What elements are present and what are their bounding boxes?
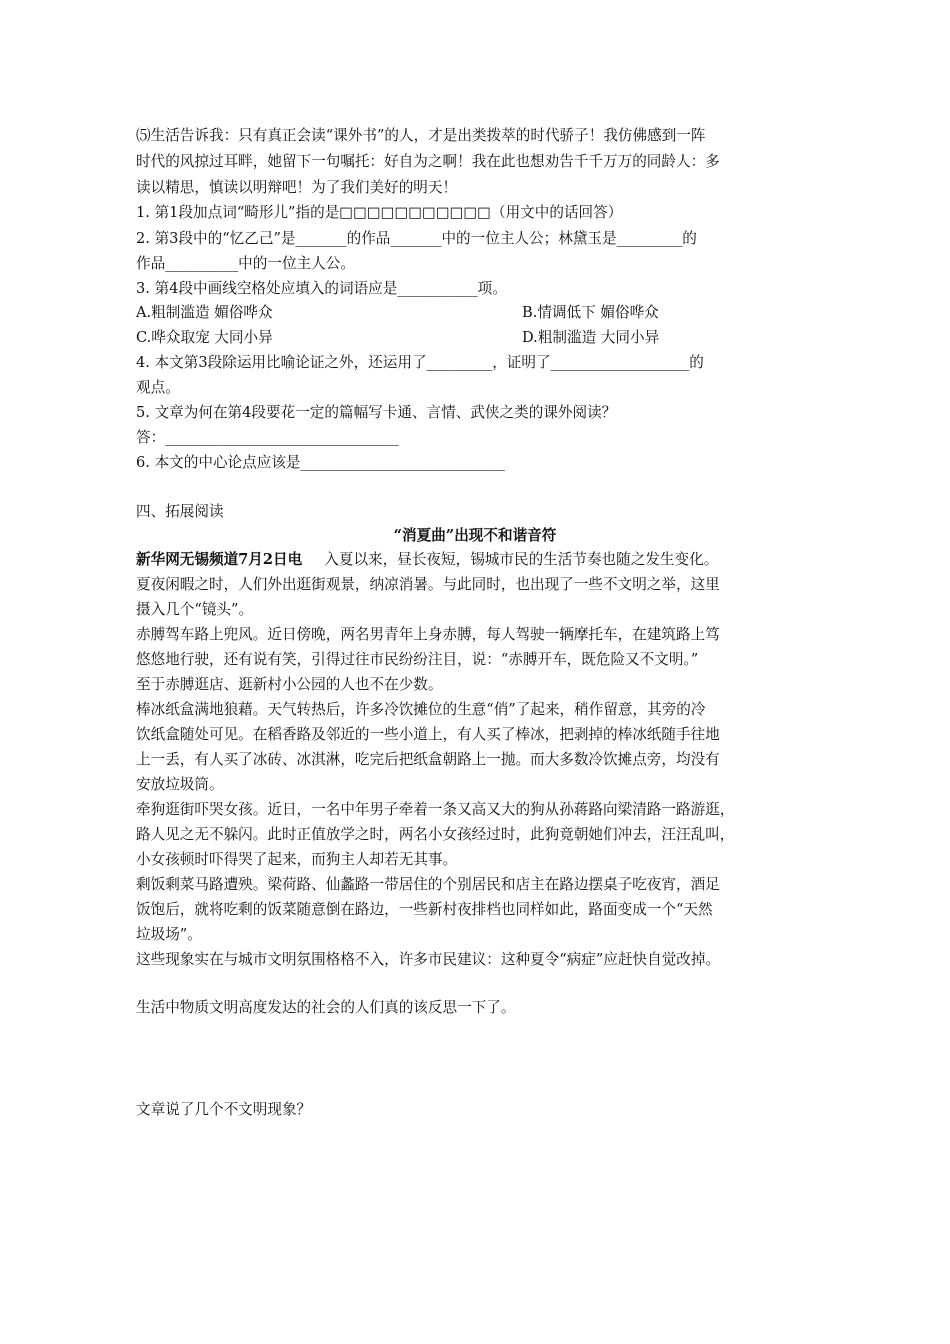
option-a: A.粗制滥造 媚俗哗众 xyxy=(136,304,273,321)
question-6: 6. 本文的中心论点应该是____________________________ xyxy=(136,454,505,471)
option-row xyxy=(136,328,660,348)
article-line: 悠悠地行驶，还有说有笑，引得过往市民纷纷注目，说：“赤膊开车，既危险又不文明。” xyxy=(136,651,699,668)
section-heading: 四、拓展阅读 xyxy=(136,503,224,520)
article-line: 饭饱后，就将吃剩的饭菜随意倒在路边，一些新村夜排档也同样如此，路面变成一个“天然 xyxy=(136,901,713,918)
article-title: “消夏曲”出现不和谐音符 xyxy=(393,527,557,544)
answer-line: 答：________________________________ xyxy=(136,429,399,446)
final-question: 文章说了几个不文明现象？ xyxy=(136,1101,312,1118)
article-line: 至于赤膊逛店、逛新村小公园的人也不在少数。 xyxy=(136,676,443,693)
article-line: 牵狗逛街吓哭女孩。近日，一名中年男子牵着一条又高又大的狗从孙蒋路向梁清路一路游逛， xyxy=(136,801,735,818)
article-line xyxy=(136,550,718,570)
passage-line: 读以精思，慎读以明辩吧！为了我们美好的明天！ xyxy=(136,179,458,196)
option-d: D.粗制滥造 大同小异 xyxy=(522,329,660,346)
article-line: 小女孩顿时吓得哭了起来，而狗主人却若无其事。 xyxy=(136,851,458,868)
article-line: 这些现象实在与城市文明氛围格格不入，许多市民建议：这种夏令“病症”应赶快自觉改掉。 xyxy=(136,951,721,968)
article-text: 入夏以来，昼长夜短，锡城市民的生活节奏也随之发生变化。 xyxy=(324,551,719,568)
question-1: 1. 第1段加点词“畸形儿”指的是□□□□□□□□□□□（用文中的话回答） xyxy=(136,204,623,221)
question-4: 4. 本文第3段除运用比喻论证之外，还运用了_________，证明了___________________的 xyxy=(136,354,704,371)
article-line: 夏夜闲暇之时，人们外出逛街观景，纳凉消暑。与此同时，也出现了一些不文明之举，这里 xyxy=(136,576,720,593)
question-2: 2. 第3段中的“忆乙己”是_______的作品_______中的一位主人公；林黛玉是_________的 xyxy=(136,230,697,247)
question-5: 5. 文章为何在第4段要花一定的篇幅写卡通、言情、武侠之类的课外阅读？ xyxy=(136,404,617,421)
passage-line: ⑸生活告诉我：只有真正会读“课外书”的人，才是出类拨萃的时代骄子！我仿佛感到一阵 xyxy=(136,127,706,144)
question-3: 3. 第4段中画线空格处应填入的词语应是___________项。 xyxy=(136,280,507,297)
article-line: 饮纸盒随处可见。在稻香路及邻近的一些小道上，有人买了棒冰，把剥掉的棒冰纸随手往地 xyxy=(136,726,720,743)
dateline: 新华网无锡频道7月2日电 xyxy=(136,551,303,568)
passage-line: 时代的风掠过耳畔，她留下一句嘱托：好自为之啊！我在此也想劝告千千万万的同龄人：多 xyxy=(136,153,720,170)
article-line: 安放垃圾筒。 xyxy=(136,776,224,793)
question-2-cont: 作品__________中的一位主人公。 xyxy=(136,255,355,272)
option-row xyxy=(136,303,659,323)
article-line: 摄入几个“镜头”。 xyxy=(136,601,254,618)
question-4-cont: 观点。 xyxy=(136,379,180,396)
option-c: C.哗众取宠 大同小异 xyxy=(136,329,273,346)
article-line: 赤膊驾车路上兜风。近日傍晚，两名男青年上身赤膊，每人驾驶一辆摩托车，在建筑路上笃 xyxy=(136,626,720,643)
reflection: 生活中物质文明高度发达的社会的人们真的该反思一下了。 xyxy=(136,999,516,1016)
article-line: 棒冰纸盒满地狼藉。天气转热后，许多冷饮摊位的生意“俏”了起来，稍作留意，其旁的冷 xyxy=(136,701,706,718)
option-b: B.情调低下 媚俗哗众 xyxy=(522,304,659,321)
article-line: 上一丢，有人买了冰砖、冰淇淋，吃完后把纸盒朝路上一抛。而大多数冷饮摊点旁，均没有 xyxy=(136,751,720,768)
article-line: 剩饭剩菜马路遭殃。梁荷路、仙蠡路一带居住的个别居民和店主在路边摆桌子吃夜宵，酒足 xyxy=(136,876,720,893)
article-line: 垃圾场”。 xyxy=(136,926,202,943)
article-line: 路人见之无不躲闪。此时正值放学之时，两名小女孩经过时，此狗竟朝她们冲去，汪汪乱叫， xyxy=(136,826,735,843)
